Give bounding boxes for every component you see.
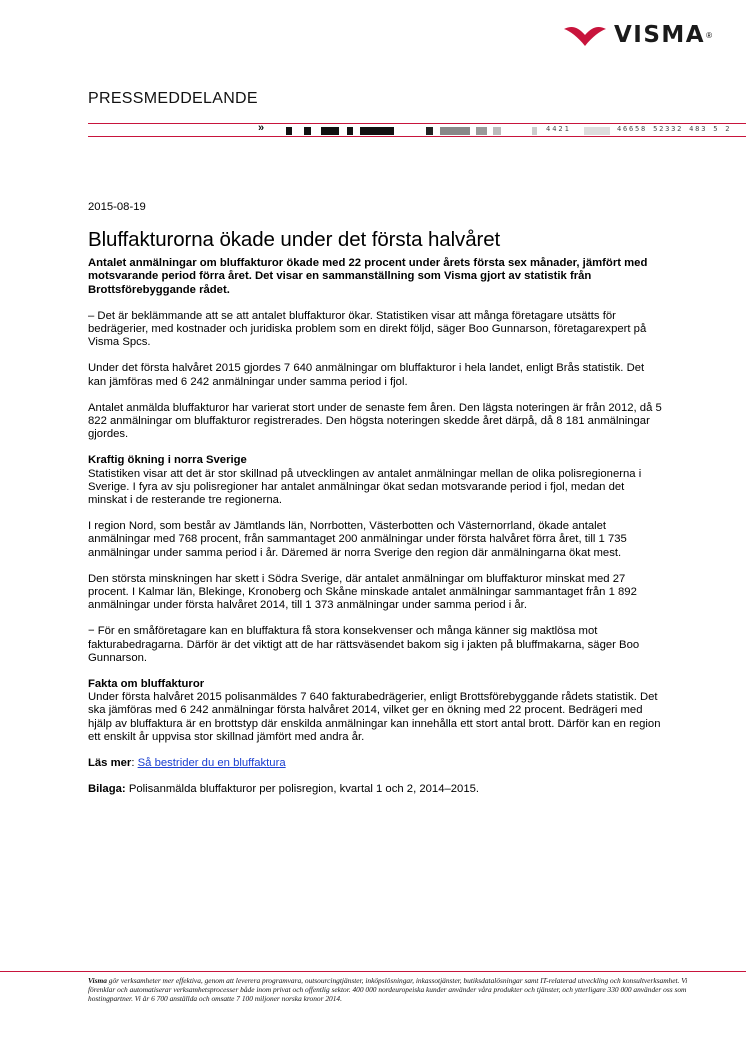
code-long: 46658 52332 483 5 2 [617, 125, 732, 133]
header-rule-bottom [88, 136, 746, 137]
read-more [88, 757, 663, 770]
paragraph-history: Antalet anmälda bluffakturor har varierat stort under de senaste fem åren. Den lägsta noteringen är från 2012, då 5 822 anmälningar om bluffakturor registrerades. Den högsta noteringen skedde året därpå, då 8 181 anmälningar gjordes. [88, 401, 662, 441]
brand-name: VISMA [614, 22, 706, 48]
section-facts [88, 678, 663, 744]
paragraph-north: I region Nord, som består av Jämtlands län, Norrbotten, Västerbotten och Västernorrland, ökade antalet anmälningar med 768 procent, från sammantaget 200 anmälningar under första halvåret förra året, till 1 735 anmälningar under samma period i år. Däremed är norra Sverige den region där anmälningarna ökat mest. [88, 520, 627, 559]
paragraph-stats: Under det första halvåret 2015 gjordes 7 640 anmälningar om bluffakturor i hela landet, enligt Brås statistik. Det kan jämföras med 6 242 anmälningar under samma period i fjol. [88, 362, 645, 388]
chevron-icon: » [258, 122, 265, 134]
section-regions [88, 454, 663, 507]
attachment-text: Polisanmälda bluffakturor per polisregion, kvartal 1 och 2, 2014–2015. [128, 783, 480, 796]
read-more-link[interactable]: Så bestrider du en bluffaktura [137, 757, 286, 770]
read-more-separator: : [131, 757, 135, 770]
code-short: 4421 [546, 125, 571, 133]
press-release-label: PRESSMEDDELANDE [88, 90, 258, 107]
subheading-north: Kraftig ökning i norra Sverige [88, 454, 247, 467]
attachment-label: Bilaga: [88, 783, 126, 796]
visma-swoosh-icon [562, 25, 608, 47]
paragraph-facts: Under första halvåret 2015 polisanmäldes 7 640 fakturabedrägerier, enligt Brottsförebyggande rådets statistik. Det ska jämföras med 6 242 anmälningar första halvåret 2014, vilket ger en ökning med 22 procent. Bedrägeri med hjälp av bluffaktura är en brottstyp där enskilda anmälningar kan innehålla ett stort antal brott. Därför kan en region ett enskilt år uppvisa stor skillnad jämfört med andra år. [88, 691, 661, 743]
paragraph-regions: Statistiken visar att det är stor skillnad på utvecklingen av antalet anmälningar mellan de olika polisregionerna i Sverige. I fyra av sju polisregioner har antalet anmälningar ökat sedan motsvarande period i fjol, medan det minskat i de resterande tre regionerna. [88, 467, 642, 507]
attachment [88, 783, 663, 796]
footer-boilerplate [88, 976, 708, 1003]
subheading-facts: Fakta om bluffakturor [88, 678, 205, 691]
paragraph-quote-2: − För en småföretagare kan en bluffaktura få stora konsekvenser och många känner sig maktlösa mot fakturabedragarna. Därför är det viktigt att de har rättsväsendet bakom sig i jakten på bluffmakarna, säger Boo Gunnarson. [88, 625, 640, 664]
read-more-label: Läs mer [88, 757, 132, 770]
paragraph-south: Den största minskningen har skett i Södra Sverige, där antalet anmälningar om bluffakturor minskat med 27 procent. I Kalmar län, Blekinge, Kronoberg och Skåne minskade antalet anmälningar sammantaget från 1 892 anmälningar under första halvåret 2014, till 1 373 anmälningar under samma period i år. [88, 572, 637, 612]
publish-date: 2015-08-19 [88, 201, 146, 213]
lead-paragraph: Antalet anmälningar om bluffakturor ökade med 22 procent under årets första sex månader, jämfört med motsvarande period förra året. Det visar en sammanställning som Visma gjort av statistik från Brottsförebyggande rådet. [88, 257, 648, 296]
article [88, 201, 663, 810]
footer-brand: Visma [88, 976, 107, 985]
header-rule-top [88, 123, 746, 124]
visma-logo[interactable] [562, 24, 712, 47]
footer-rule [0, 971, 746, 972]
article-title: Bluffakturorna ökade under det första halvåret [88, 228, 501, 252]
paragraph-quote-1: – Det är beklämmande att se att antalet bluffakturor ökar. Statistiken visar att många företagare utsätts för bedrägerier, med kostnader och juridiska problem som en direkt följd, säger Boo Gunnarson, företagarexpert på Visma Spcs. [88, 309, 647, 349]
footer-text: gör verksamheter mer effektiva, genom att leverera programvara, outsourcingtjänster, inköpslösningar, inkassotjänster, butiksdatalösningar samt IT-relaterad utveckling och konsultverksamhet. Vi förenklar och automatiserar verksamhetsprocesser både inom privat och offentlig sektor. 400 000 nordeuropeiska kunder använder våra produkter och tjänster, och ytterligare 330 000 använder oss som hostingpartner. Vi är 6 700 anställda och omsatte 7 100 miljoner norska kronor 2014. [88, 976, 688, 1003]
registered-mark: ® [706, 31, 713, 40]
